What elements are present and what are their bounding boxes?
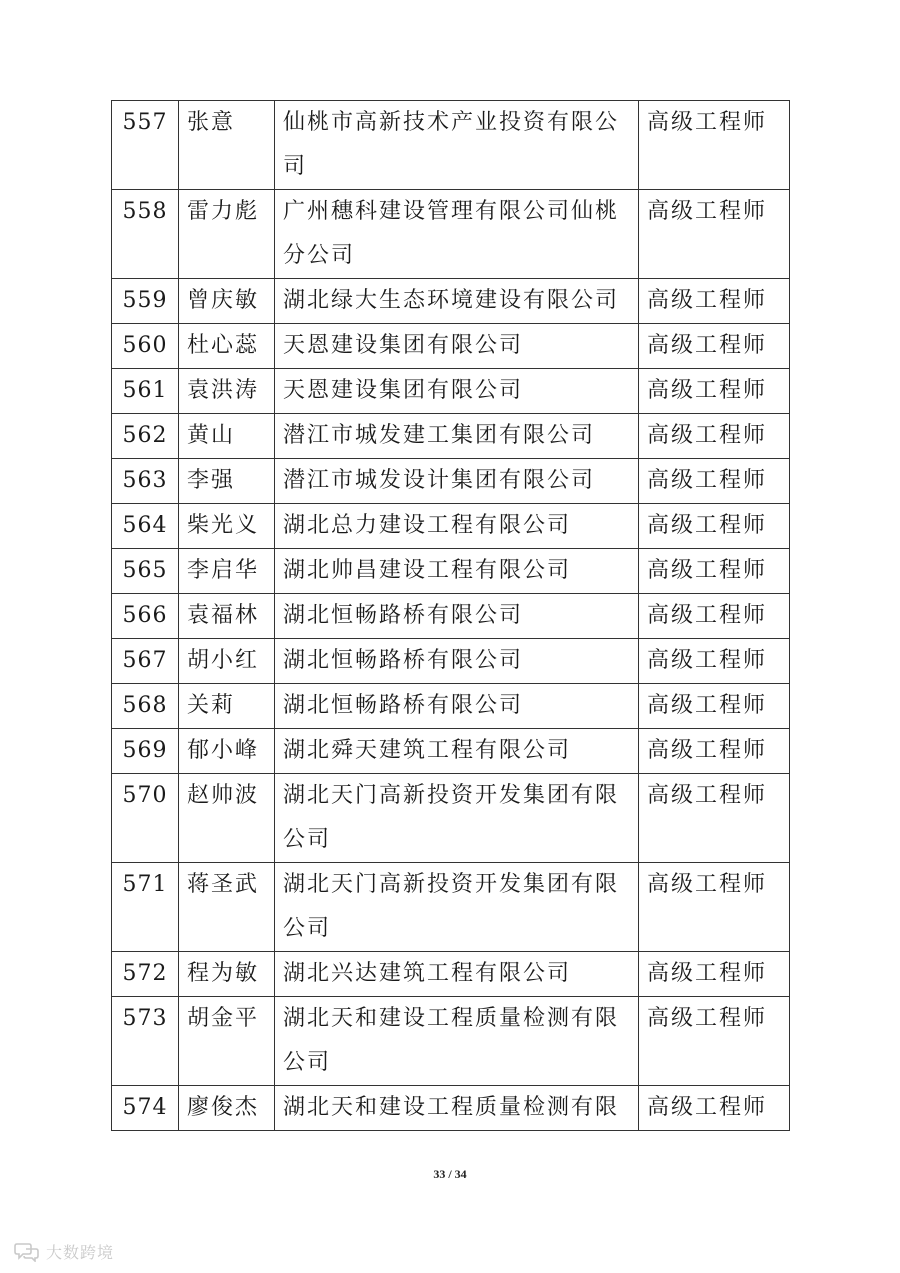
row-number: 565	[112, 549, 179, 594]
person-name: 雷力彪	[179, 190, 275, 279]
company-name: 湖北天和建设工程质量检测有限公司	[275, 997, 639, 1086]
table-row	[112, 684, 790, 729]
row-number: 566	[112, 594, 179, 639]
row-number: 561	[112, 369, 179, 414]
professional-title: 高级工程师	[639, 279, 790, 324]
table-row	[112, 369, 790, 414]
table-row	[112, 459, 790, 504]
company-name: 湖北恒畅路桥有限公司	[275, 639, 639, 684]
table-row	[112, 504, 790, 549]
row-number: 564	[112, 504, 179, 549]
professional-title: 高级工程师	[639, 684, 790, 729]
table-row	[112, 997, 790, 1086]
row-number: 562	[112, 414, 179, 459]
company-name: 湖北总力建设工程有限公司	[275, 504, 639, 549]
person-name: 张意	[179, 101, 275, 190]
professional-title: 高级工程师	[639, 504, 790, 549]
company-name: 湖北帅昌建设工程有限公司	[275, 549, 639, 594]
table-row	[112, 1086, 790, 1131]
person-name: 廖俊杰	[179, 1086, 275, 1131]
person-name: 李启华	[179, 549, 275, 594]
table-row	[112, 549, 790, 594]
company-name: 天恩建设集团有限公司	[275, 369, 639, 414]
person-name: 袁洪涛	[179, 369, 275, 414]
person-name: 杜心蕊	[179, 324, 275, 369]
company-name: 湖北天门高新投资开发集团有限公司	[275, 863, 639, 952]
table-row	[112, 324, 790, 369]
professional-title: 高级工程师	[639, 549, 790, 594]
row-number: 574	[112, 1086, 179, 1131]
page-indicator: 33 / 34	[433, 1167, 467, 1181]
company-name: 潜江市城发设计集团有限公司	[275, 459, 639, 504]
company-name: 湖北恒畅路桥有限公司	[275, 594, 639, 639]
professional-title: 高级工程师	[639, 190, 790, 279]
row-number: 567	[112, 639, 179, 684]
watermark	[14, 1240, 114, 1263]
company-name: 湖北兴达建筑工程有限公司	[275, 952, 639, 997]
table-row	[112, 729, 790, 774]
row-number: 572	[112, 952, 179, 997]
person-name: 柴光义	[179, 504, 275, 549]
row-number: 569	[112, 729, 179, 774]
table-row	[112, 279, 790, 324]
company-name: 湖北恒畅路桥有限公司	[275, 684, 639, 729]
company-name: 湖北天和建设工程质量检测有限	[275, 1086, 639, 1131]
watermark-text: 大数跨境	[46, 1243, 115, 1262]
table-row	[112, 414, 790, 459]
table-row	[112, 639, 790, 684]
person-name: 曾庆敏	[179, 279, 275, 324]
table-row	[112, 952, 790, 997]
row-number: 570	[112, 774, 179, 863]
table-row	[112, 594, 790, 639]
person-name: 袁福林	[179, 594, 275, 639]
company-name: 湖北绿大生态环境建设有限公司	[275, 279, 639, 324]
table-row	[112, 190, 790, 279]
professional-title: 高级工程师	[639, 863, 790, 952]
person-name: 胡小红	[179, 639, 275, 684]
certificate-list-table	[111, 100, 790, 1131]
row-number: 557	[112, 101, 179, 190]
certificate-list-table-wrap	[111, 100, 789, 1131]
company-name: 潜江市城发建工集团有限公司	[275, 414, 639, 459]
professional-title: 高级工程师	[639, 729, 790, 774]
person-name: 胡金平	[179, 997, 275, 1086]
table-body	[112, 101, 790, 1131]
table-row	[112, 863, 790, 952]
company-name: 天恩建设集团有限公司	[275, 324, 639, 369]
row-number: 568	[112, 684, 179, 729]
person-name: 程为敏	[179, 952, 275, 997]
person-name: 关莉	[179, 684, 275, 729]
chat-bubble-logo-icon	[14, 1242, 40, 1262]
row-number: 560	[112, 324, 179, 369]
professional-title: 高级工程师	[639, 414, 790, 459]
person-name: 李强	[179, 459, 275, 504]
row-number: 571	[112, 863, 179, 952]
company-name: 湖北天门高新投资开发集团有限公司	[275, 774, 639, 863]
professional-title: 高级工程师	[639, 459, 790, 504]
row-number: 573	[112, 997, 179, 1086]
professional-title: 高级工程师	[639, 774, 790, 863]
table-row	[112, 101, 790, 190]
professional-title: 高级工程师	[639, 369, 790, 414]
row-number: 558	[112, 190, 179, 279]
professional-title: 高级工程师	[639, 997, 790, 1086]
row-number: 563	[112, 459, 179, 504]
company-name: 湖北舜天建筑工程有限公司	[275, 729, 639, 774]
professional-title: 高级工程师	[639, 324, 790, 369]
person-name: 赵帅波	[179, 774, 275, 863]
professional-title: 高级工程师	[639, 952, 790, 997]
row-number: 559	[112, 279, 179, 324]
person-name: 郁小峰	[179, 729, 275, 774]
person-name: 蒋圣武	[179, 863, 275, 952]
company-name: 广州穗科建设管理有限公司仙桃分公司	[275, 190, 639, 279]
professional-title: 高级工程师	[639, 1086, 790, 1131]
professional-title: 高级工程师	[639, 639, 790, 684]
professional-title: 高级工程师	[639, 594, 790, 639]
company-name: 仙桃市高新技术产业投资有限公司	[275, 101, 639, 190]
person-name: 黄山	[179, 414, 275, 459]
table-row	[112, 774, 790, 863]
professional-title: 高级工程师	[639, 101, 790, 190]
